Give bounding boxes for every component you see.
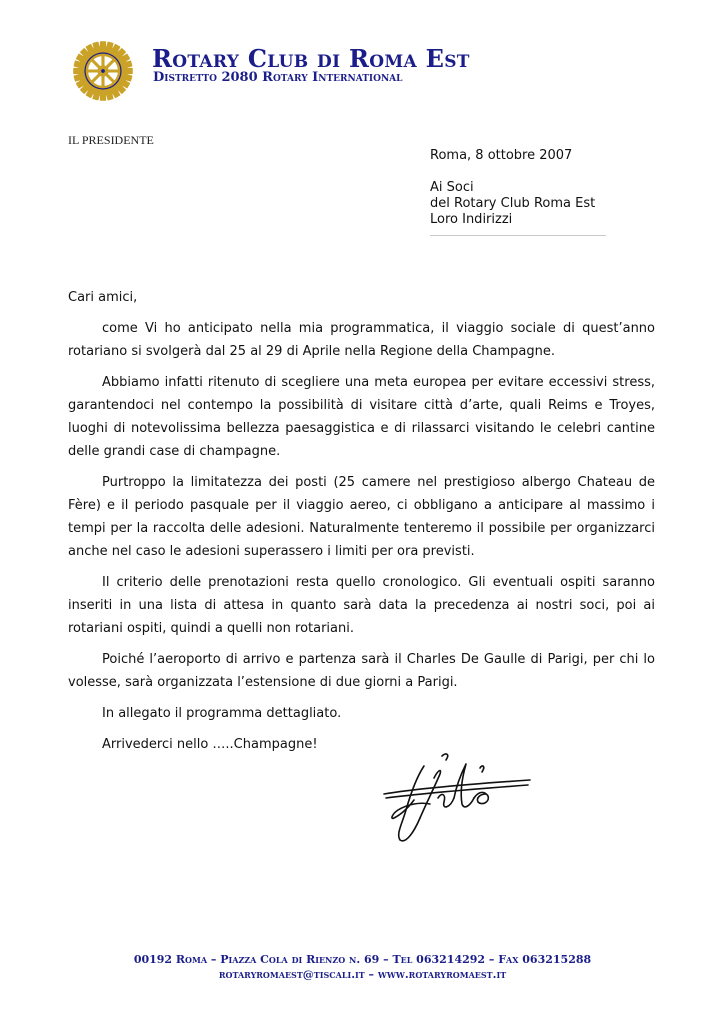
president-label: IL PRESIDENTE	[68, 133, 154, 147]
recipient-line: Loro Indirizzi	[430, 212, 513, 227]
footer-contacts: rotaryromaest@tiscali.it – www.rotaryromaest.it	[218, 968, 507, 981]
letter-body	[68, 286, 655, 764]
paragraph: In allegato il programma dettagliato.	[102, 706, 342, 721]
recipient-line: del Rotary Club Roma Est	[430, 196, 596, 211]
handwritten-signature	[380, 748, 540, 858]
recipient-line: Ai Soci	[430, 180, 474, 195]
letter-date: Roma, 8 ottobre 2007	[430, 148, 573, 163]
paragraph: Purtroppo la limitatezza dei posti (25 camere nel prestigioso albergo Chateau de Fère) e il periodo pasquale per il viaggio aereo, ci obbligano a anticipare al massimo i tempi per la raccolta delle adesioni. Naturalmente tenteremo il possibile per organizzarci anche nel caso le adesioni superassero i limiti per ora previsti.	[68, 475, 655, 559]
paragraph: Poiché l’aeroporto di arrivo e partenza sarà il Charles De Gaulle di Parigi, per chi lo volesse, sarà organizzata l’estensione di due giorni a Parigi.	[68, 652, 655, 690]
paragraph: Il criterio delle prenotazioni resta quello cronologico. Gli eventuali ospiti saranno inseriti in una lista di attesa in quanto sarà data la precedenza ai nostri soci, poi ai rotariani ospiti, quindi a quelli non rotariani.	[68, 575, 655, 636]
greeting: Cari amici,	[68, 290, 138, 305]
district-subtitle: Distretto 2080 Rotary International	[153, 70, 403, 85]
paragraph: Abbiamo infatti ritenuto di scegliere una meta europea per evitare eccessivi stress, garantendoci nel contempo la possibilità di visitare città d’arte, quali Reims e Troyes, luoghi di notevolissima bellezza paesaggistica e di rilassarci visitando le celebri cantine delle grandi case di champagne.	[68, 375, 655, 459]
footer	[0, 952, 725, 982]
paragraph: come Vi ho anticipato nella mia programmatica, il viaggio sociale di quest’anno rotariano si svolgerà dal 25 al 29 di Aprile nella Regione della Champagne.	[68, 321, 655, 359]
club-name: Rotary Club di Roma Est	[152, 44, 470, 73]
paragraph: Arrivederci nello …..Champagne!	[102, 737, 318, 752]
address-divider	[430, 235, 606, 236]
rotary-wheel-icon	[72, 40, 134, 102]
footer-address: 00192 Roma – Piazza Cola di Rienzo n. 69 – Tel 063214292 – Fax 063215288	[133, 953, 592, 966]
